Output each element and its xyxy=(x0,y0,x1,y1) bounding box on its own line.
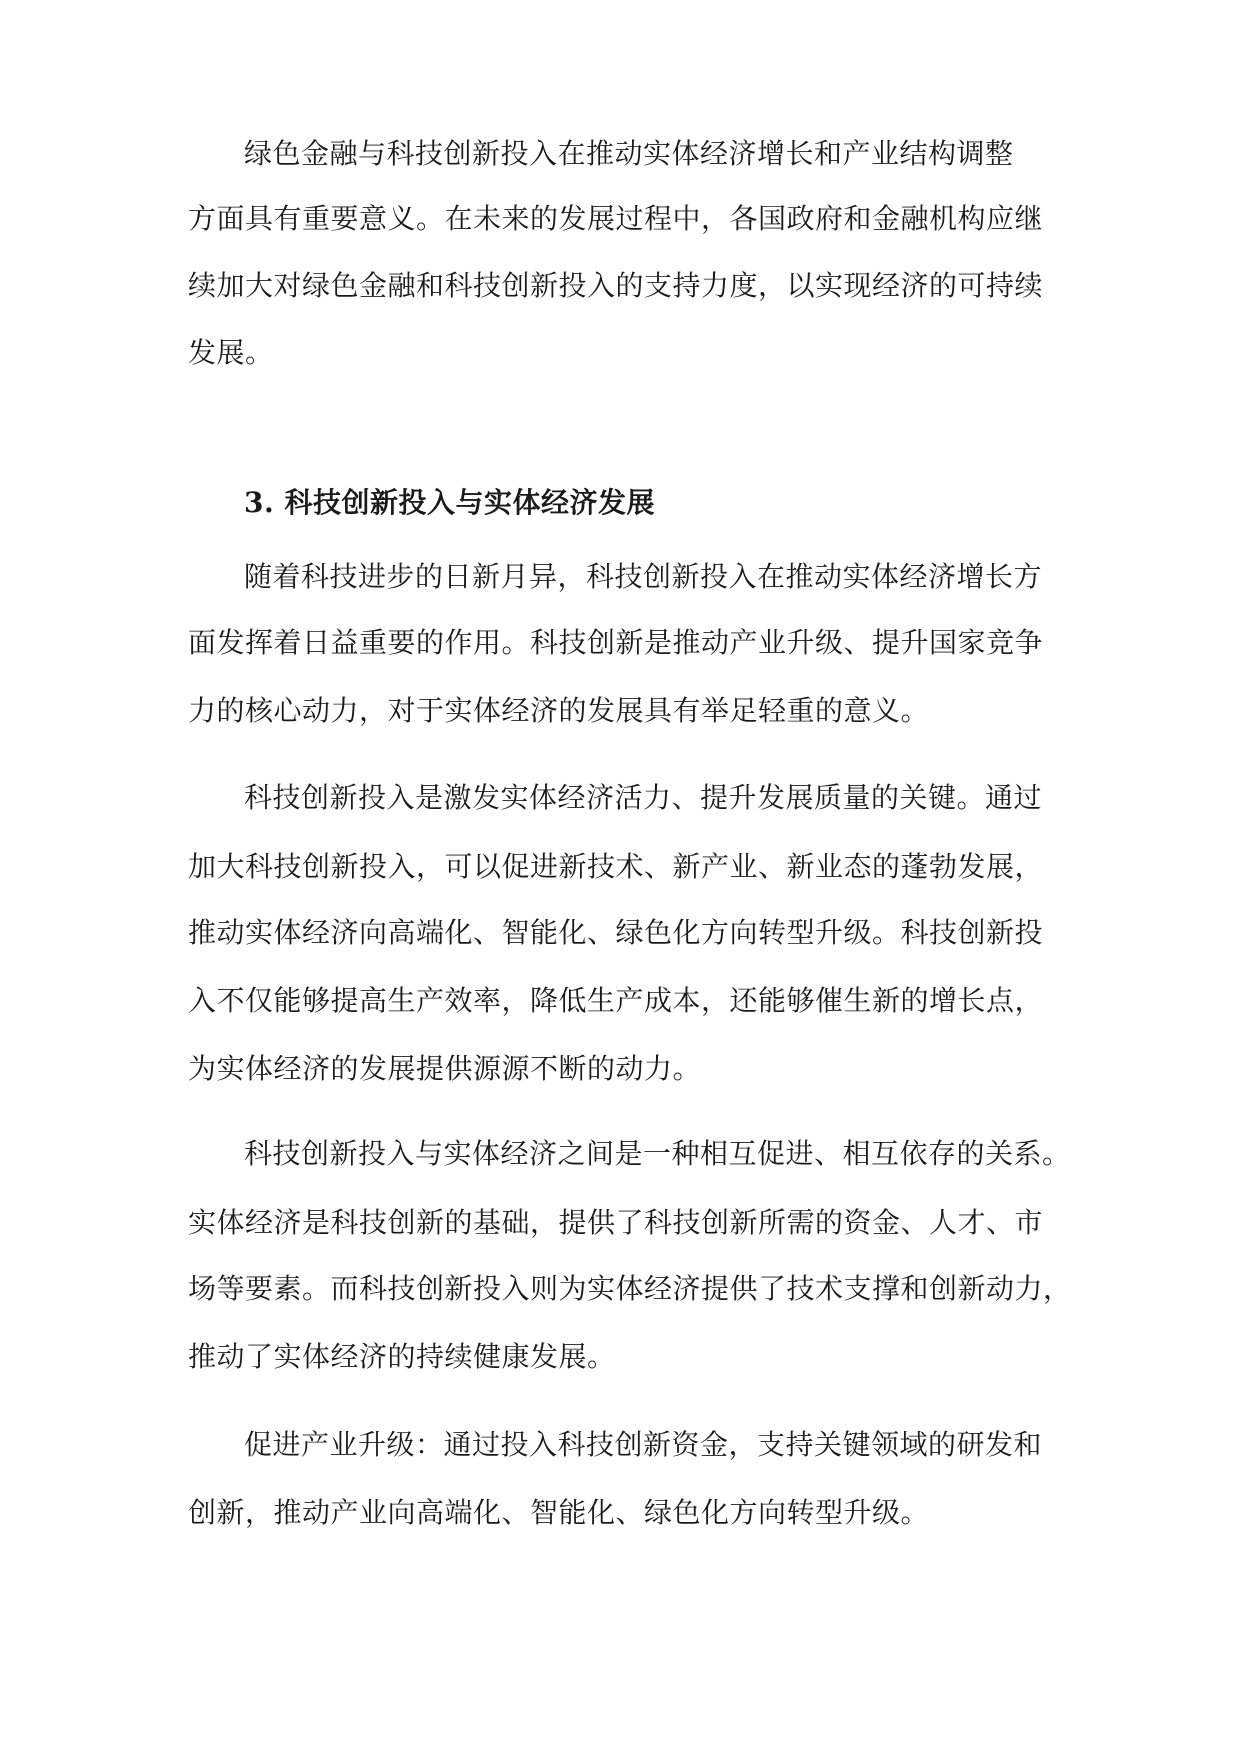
text-line: 发展。 xyxy=(188,336,274,369)
text-line: 力的核心动力，对于实体经济的发展具有举足轻重的意义。 xyxy=(188,694,930,727)
text-line: 为实体经济的发展提供源源不断的动力。 xyxy=(188,1052,702,1085)
document-page xyxy=(188,0,1072,1754)
text-line: 实体经济是科技创新的基础，提供了科技创新所需的资金、人才、市 xyxy=(188,1206,1044,1239)
section-heading: 3. 科技创新投入与实体经济发展 xyxy=(244,486,655,519)
text-line: 加大科技创新投入，可以促进新技术、新产业、新业态的蓬勃发展， xyxy=(188,850,1044,883)
text-line: 入不仅能够提高生产效率，降低生产成本，还能够催生新的增长点， xyxy=(188,984,1044,1017)
text-line: 续加大对绿色金融和科技创新投入的支持力度，以实现经济的可持续 xyxy=(188,269,1044,302)
text-line: 随着科技进步的日新月异，科技创新投入在推动实体经济增长方 xyxy=(244,560,1043,593)
text-line: 促进产业升级：通过投入科技创新资金，支持关键领域的研发和 xyxy=(244,1428,1043,1461)
text-line: 推动实体经济向高端化、智能化、绿色化方向转型升级。科技创新投 xyxy=(188,916,1044,949)
text-line: 科技创新投入是激发实体经济活力、提升发展质量的关键。通过 xyxy=(244,781,1043,814)
text-line: 面发挥着日益重要的作用。科技创新是推动产业升级、提升国家竞争 xyxy=(188,626,1044,659)
text-line: 方面具有重要意义。在未来的发展过程中，各国政府和金融机构应继 xyxy=(188,202,1044,235)
text-line: 绿色金融与科技创新投入在推动实体经济增长和产业结构调整 xyxy=(244,137,1014,170)
text-line: 科技创新投入与实体经济之间是一种相互促进、相互依存的关系。 xyxy=(244,1137,1071,1170)
text-line: 推动了实体经济的持续健康发展。 xyxy=(188,1340,616,1373)
text-line: 场等要素。而科技创新投入则为实体经济提供了技术支撑和创新动力， xyxy=(188,1272,1072,1305)
text-line: 创新，推动产业向高端化、智能化、绿色化方向转型升级。 xyxy=(188,1496,930,1529)
